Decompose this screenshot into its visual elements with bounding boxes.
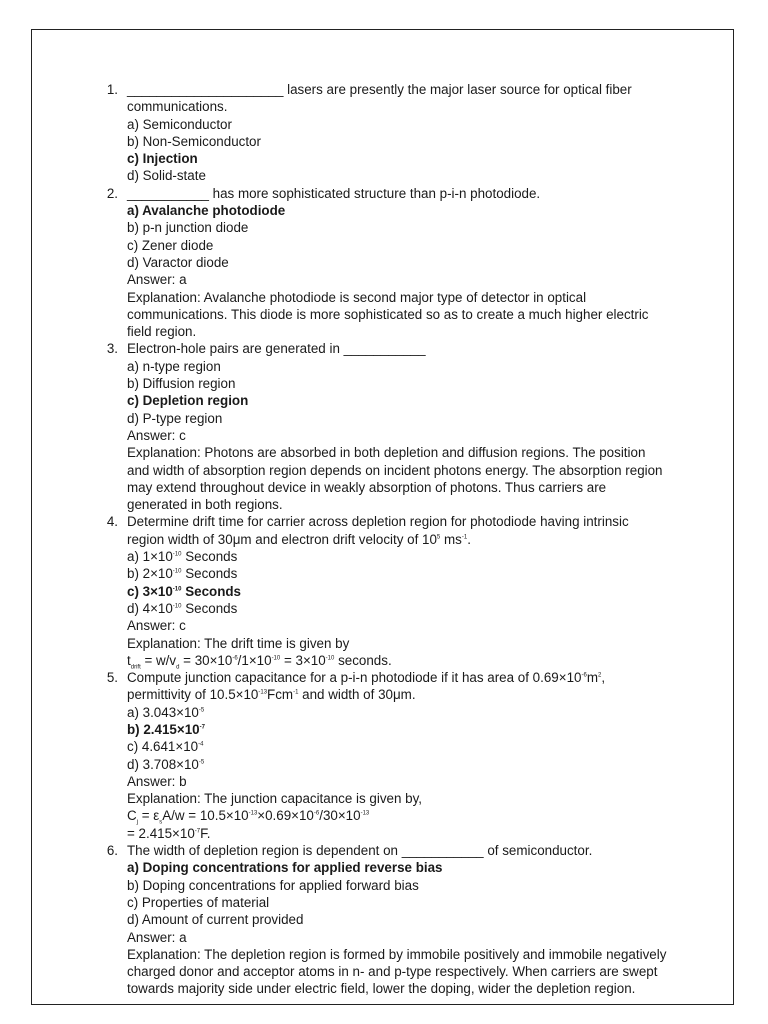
question-stem: permittivity of $10.5\times 10^{-13}Fcm^{-1}$ and width of 30μm. — [127, 687, 416, 703]
option-d: d) P-type region — [127, 410, 223, 426]
answer: Answer: a — [127, 272, 187, 288]
formula-line: $t_{drift} = w/v_d = 30\times 10^{-6}/1\times 10^{-10} = 3\times 10^{-10}$ seconds. — [127, 652, 392, 671]
option-d: d) $4\times 10^{-10}$ Seconds — [127, 600, 238, 616]
question-number: 5. — [106, 670, 118, 686]
question-list — [96, 81, 736, 998]
option-b: b) Non-Semiconductor — [127, 133, 261, 149]
question-3 — [96, 340, 736, 513]
option-c-correct: c) Injection — [127, 151, 198, 167]
option-a: a) $1\times 10^{-10}$ Seconds — [127, 549, 238, 565]
option-a: a) $3.043\times 10^{-5}$ — [127, 704, 205, 720]
option-b: b) $2\times 10^{-10}$ Seconds — [127, 566, 238, 582]
question-number: 1. — [106, 82, 118, 97]
option-d: d) Varactor diode — [127, 254, 229, 270]
explanation-line: Explanation: The drift time is given by — [127, 635, 350, 651]
question-stem: _____________________ lasers are presently the major laser source for optical fiber — [127, 82, 632, 97]
question-stem: communications. — [127, 99, 228, 115]
question-stem: region width of 30μm and electron drift velocity of $10^5$ $ms^{-1}$. — [127, 531, 471, 547]
question-stem: Electron-hole pairs are generated in ___________ — [127, 341, 426, 357]
explanation-line: may extend throughout device in weakly absorption of photons. Thus carriers are — [127, 479, 607, 495]
explanation-line: generated in both regions. — [127, 497, 283, 513]
question-stem: Compute junction capacitance for a p-i-n photodiode if it has area of $0.69\times 10^{-6}m^2$, — [127, 670, 606, 686]
answer: Answer: b — [127, 773, 187, 789]
option-a: a) Semiconductor — [127, 116, 232, 132]
option-b: b) Diffusion region — [127, 376, 236, 392]
question-number: 2. — [106, 185, 118, 201]
option-c: c) $4.641\times 10^{-4}$ — [127, 739, 204, 755]
question-number: 3. — [106, 341, 118, 357]
option-d: d) Amount of current provided — [127, 912, 304, 928]
question-number: 6. — [106, 843, 118, 859]
formula-line: = $2.415\times 10^{-7}F$. — [127, 825, 211, 841]
option-b: b) p-n junction diode — [127, 220, 249, 236]
option-b-correct: b) $2.415\times 10^{-7}$ — [127, 721, 205, 737]
explanation-line: charged donor and acceptor atoms in n- and p-type respectively. When carriers are swept — [127, 964, 658, 980]
answer: Answer: a — [127, 929, 187, 945]
option-c-correct: c) Depletion region — [127, 393, 249, 409]
question-4 — [96, 513, 736, 669]
question-stem: Determine drift time for carrier across depletion region for photodiode having intrinsic — [127, 514, 629, 530]
question-6 — [96, 842, 736, 998]
answer: Answer: c — [127, 618, 186, 634]
option-a-correct: a) Doping concentrations for applied reverse bias — [127, 860, 443, 876]
question-5 — [96, 669, 736, 842]
explanation-line: field region. — [127, 324, 197, 340]
option-d: d) Solid-state — [127, 168, 206, 184]
question-stem: ___________ has more sophisticated structure than p-i-n photodiode. — [127, 185, 541, 201]
question-2 — [96, 185, 736, 341]
option-b: b) Doping concentrations for applied forward bias — [127, 877, 419, 893]
option-c-correct: c) $3\times 10^{-10}$ Seconds — [127, 583, 242, 599]
formula-line: $C_j = \varepsilon_sA/w = 10.5\times 10^{-13}\times 0.69\times 10^{-6}/30\times 10^{-13}$ — [127, 808, 370, 827]
option-c: c) Properties of material — [127, 894, 270, 910]
explanation-line: Explanation: Avalanche photodiode is second major type of detector in optical — [127, 289, 587, 305]
answer: Answer: c — [127, 427, 186, 443]
explanation-line: Explanation: Photons are absorbed in both depletion and diffusion regions. The position — [127, 445, 646, 461]
explanation-line: and width of absorption region depends on incident photons energy. The absorption region — [127, 462, 663, 478]
explanation-line: Explanation: The junction capacitance is given by, — [127, 791, 423, 807]
option-c: c) Zener diode — [127, 237, 214, 253]
explanation-line: towards majority side under electric field, lower the doping, wider the depletion region. — [127, 981, 636, 997]
question-stem: The width of depletion region is dependent on ___________ of semiconductor. — [127, 843, 593, 859]
question-number: 4. — [106, 514, 118, 530]
option-d: d) $3.708\times 10^{-5}$ — [127, 756, 205, 772]
question-1 — [96, 81, 736, 185]
explanation-line: Explanation: The depletion region is formed by immobile positively and immobile negatively — [127, 946, 667, 962]
explanation-line: communications. This diode is more sophisticated so as to create a much higher electric — [127, 306, 649, 322]
option-a: a) n-type region — [127, 358, 221, 374]
option-a-correct: a) Avalanche photodiode — [127, 203, 286, 219]
